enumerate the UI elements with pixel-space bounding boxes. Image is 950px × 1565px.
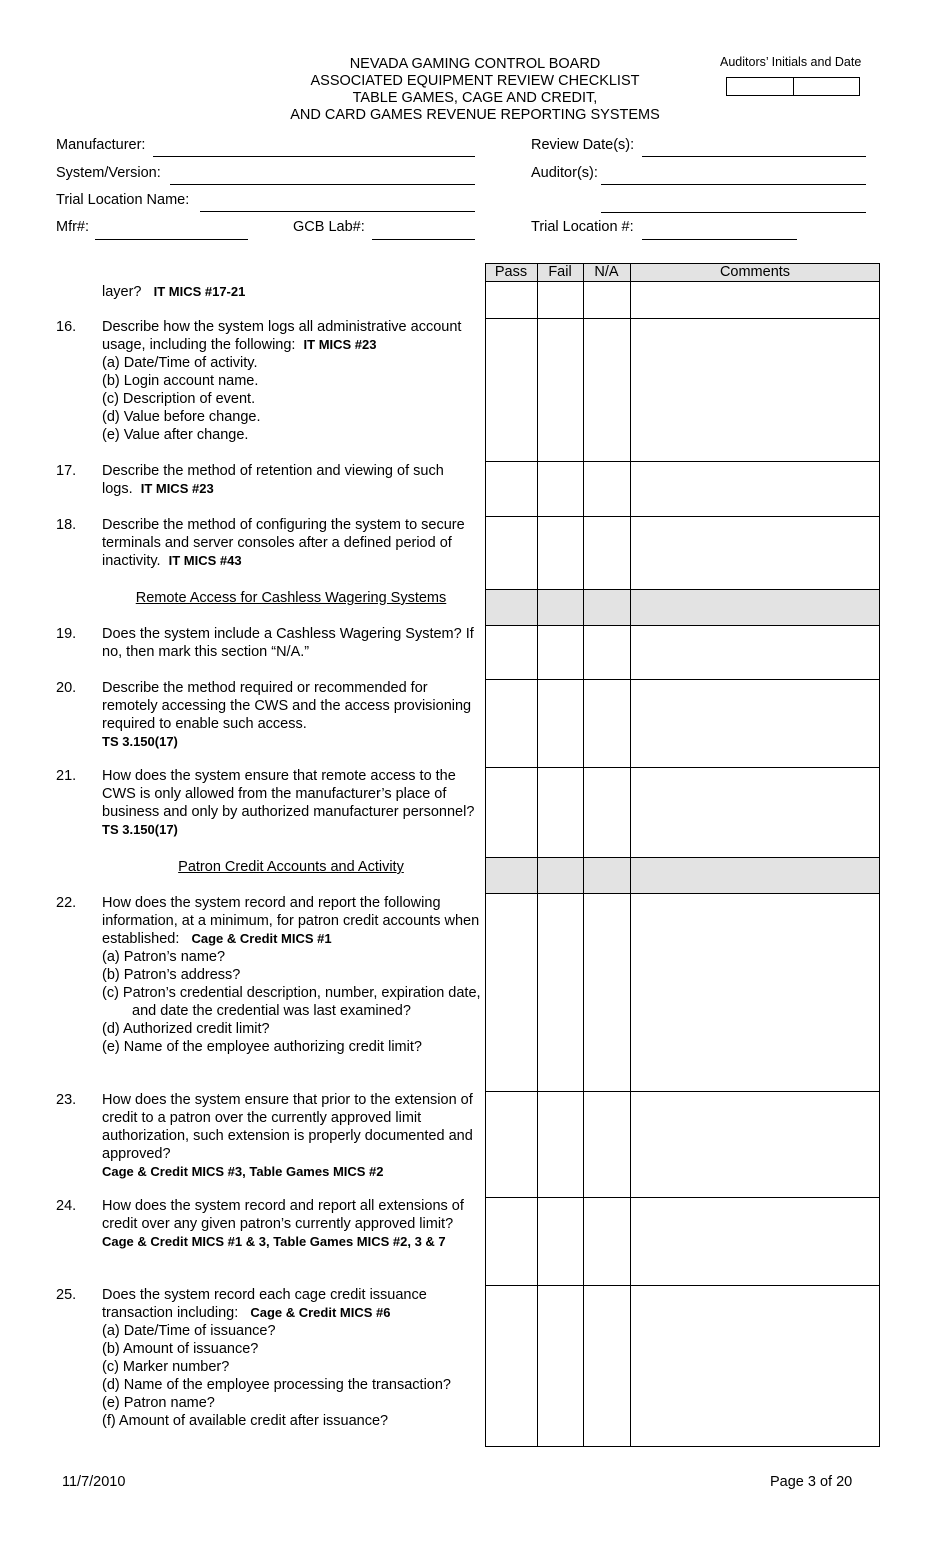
sub-item: (a) Date/Time of issuance? (102, 1323, 276, 1339)
header-line-4: AND CARD GAMES REVENUE REPORTING SYSTEMS (290, 107, 660, 123)
header-line-3: TABLE GAMES, CAGE AND CREDIT, (352, 90, 598, 106)
mfr-no-label: Mfr#: (56, 219, 90, 235)
item-number: 18. (56, 517, 77, 533)
item-text: How does the system record and report all extensions of credit over any given patron’s currently approved limit? (102, 1198, 464, 1232)
sub-item: (c) Patron’s credential description, number, expiration date, and date the credential was last examined? (102, 985, 481, 1019)
trial-location-name-label: Trial Location Name: (56, 192, 190, 208)
trial-location-no-label: Trial Location #: (531, 219, 634, 235)
item-reference: Cage & Credit MICS #1 (191, 931, 332, 946)
review-dates-field[interactable] (642, 156, 866, 157)
sub-item: (b) Login account name. (102, 373, 259, 389)
sub-item: (e) Name of the employee authorizing credit limit? (102, 1039, 422, 1055)
item-number: 23. (56, 1092, 77, 1108)
footer-page-number: Page 3 of 20 (770, 1474, 853, 1490)
item-number: 17. (56, 463, 77, 479)
manufacturer-field[interactable] (153, 156, 475, 157)
auditors-field-2[interactable] (601, 212, 866, 213)
item-text: layer? (102, 284, 142, 300)
item-text: How does the system record and report the following information, at a minimum, for patron credit accounts when established: (102, 895, 480, 947)
system-version-field[interactable] (170, 184, 475, 185)
item-reference: TS 3.150(17) (102, 822, 178, 837)
header-line-2: ASSOCIATED EQUIPMENT REVIEW CHECKLIST (310, 73, 640, 89)
item-text: Does the system include a Cashless Wagering System? If no, then mark this section “N/A.” (102, 626, 474, 660)
gcb-lab-field[interactable] (372, 239, 475, 240)
item-number: 20. (56, 680, 77, 696)
sub-item: (e) Patron name? (102, 1395, 215, 1411)
sub-item: (c) Marker number? (102, 1359, 230, 1375)
item-text: How does the system ensure that remote access to the CWS is only allowed from the manufacturer’s place of business and only by authorized manufacturer personnel? (102, 768, 475, 820)
item-reference: IT MICS #17-21 (153, 284, 246, 299)
item-text: Describe the method required or recommended for remotely accessing the CWS and the access provisioning required to enable such access. (102, 680, 472, 732)
item-number: 22. (56, 895, 77, 911)
system-version-label: System/Version: (56, 165, 161, 181)
review-dates-label: Review Date(s): (531, 137, 635, 153)
item-text: Describe how the system logs all administrative account usage, including the following: (102, 319, 462, 353)
sub-item: (d) Authorized credit limit? (102, 1021, 270, 1037)
section-heading-patron-credit: Patron Credit Accounts and Activity (178, 859, 404, 875)
manufacturer-label: Manufacturer: (56, 137, 146, 153)
item-number: 25. (56, 1287, 77, 1303)
sub-item: (f) Amount of available credit after issuance? (102, 1413, 389, 1429)
auditors-initials-box[interactable] (726, 77, 860, 96)
sub-item: (d) Name of the employee processing the transaction? (102, 1377, 451, 1393)
section-heading-remote-access: Remote Access for Cashless Wagering Systems (135, 590, 447, 606)
comments-column-header: Comments (719, 264, 791, 280)
trial-location-no-field[interactable] (642, 239, 797, 240)
document-header (250, 56, 700, 124)
auditors-field[interactable] (601, 184, 866, 185)
trial-location-name-field[interactable] (200, 211, 475, 212)
pass-column-header: Pass (494, 264, 528, 280)
item-text: Describe the method of retention and viewing of such logs. (102, 463, 444, 497)
sub-item: (d) Value before change. (102, 409, 261, 425)
item-reference: IT MICS #23 (303, 337, 377, 352)
item-reference: Cage & Credit MICS #1 & 3, Table Games MICS #2, 3 & 7 (102, 1234, 446, 1249)
fail-column-header: Fail (548, 264, 572, 280)
checklist-grid (485, 263, 880, 1447)
item-reference: IT MICS #43 (168, 553, 242, 568)
item-text: Describe the method of configuring the system to secure terminals and server consoles after a defined period of inactivity. (102, 517, 465, 569)
auditors-initials-label: Auditors’ Initials and Date (720, 55, 862, 69)
sub-item: (e) Value after change. (102, 427, 249, 443)
sub-item: (b) Patron’s address? (102, 967, 241, 983)
item-text: Does the system record each cage credit issuance transaction including: (102, 1287, 427, 1321)
sub-item: (a) Patron’s name? (102, 949, 226, 965)
sub-item: (c) Description of event. (102, 391, 256, 407)
item-number: 24. (56, 1198, 77, 1214)
item-reference: IT MICS #23 (140, 481, 214, 496)
item-number: 21. (56, 768, 77, 784)
item-reference: Cage & Credit MICS #6 (250, 1305, 391, 1320)
mfr-no-field[interactable] (95, 239, 248, 240)
item-reference: Cage & Credit MICS #3, Table Games MICS #2 (102, 1164, 384, 1179)
gcb-lab-label: GCB Lab#: (293, 219, 365, 235)
auditors-label: Auditor(s): (531, 165, 598, 181)
sub-item: (b) Amount of issuance? (102, 1341, 259, 1357)
sub-item: (a) Date/Time of activity. (102, 355, 258, 371)
item-number: 16. (56, 319, 77, 335)
item-reference: TS 3.150(17) (102, 734, 178, 749)
header-line-1: NEVADA GAMING CONTROL BOARD (349, 56, 601, 72)
footer-date: 11/7/2010 (62, 1474, 126, 1490)
item-text: How does the system ensure that prior to the extension of credit to a patron over the currently approved limit authorization, such extension is properly documented and approved? (102, 1092, 473, 1162)
item-number: 19. (56, 626, 77, 642)
na-column-header: N/A (594, 264, 619, 280)
